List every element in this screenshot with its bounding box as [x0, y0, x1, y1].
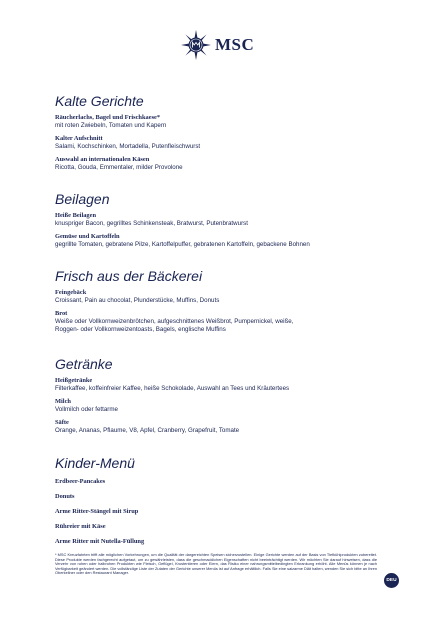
item-description: Salami, Kochschinken, Mortadella, Putenfleischwurst — [55, 143, 201, 150]
item-name: Auswahl an internationalen Käsen — [55, 156, 150, 163]
item-name: Heiße Beilagen — [55, 212, 97, 219]
item-name: Feingebäck — [55, 289, 87, 296]
item-name: Arme Ritter-Stängel mit Sirup — [55, 508, 139, 515]
item-name: Säfte — [55, 419, 69, 426]
menu-item — [55, 493, 144, 501]
menu-item — [55, 478, 144, 486]
section-title: Kinder-Menü — [55, 455, 135, 471]
item-name: Brot — [55, 310, 68, 317]
menu-item — [55, 114, 200, 130]
item-description: Croissant, Pain au chocolat, Plunderstücke, Muffins, Donuts — [55, 297, 220, 304]
menu-item — [55, 398, 289, 414]
menu-item — [55, 289, 293, 305]
item-description: Weiße oder Vollkornweizenbrötchen, aufgeschnittenes Weißbrot, Pumpernickel, weiße, — [55, 318, 294, 325]
menu-item — [55, 377, 289, 393]
section-title: Frisch aus der Bäckerei — [55, 268, 203, 284]
item-description: Ricotta, Gouda, Emmentaler, milder Provolone — [55, 164, 183, 171]
item-name: Kalter Aufschnitt — [55, 135, 103, 142]
item-description: mit roten Zwiebeln, Tomaten und Kapern — [55, 122, 167, 129]
brand-name: MSC — [215, 35, 255, 54]
menu-item — [55, 135, 200, 151]
section-beilagen — [55, 191, 310, 249]
item-description: Orange, Ananas, Pflaume, V8, Apfel, Cranberry, Grapefruit, Tomate — [55, 427, 240, 434]
item-description: knuspriger Bacon, gegrilltes Schinkensteak, Bratwurst, Putenbratwurst — [55, 220, 248, 227]
item-description: Vollmilch oder fettarme — [55, 406, 118, 413]
menu-item — [55, 523, 144, 531]
compass-rose-icon — [181, 30, 211, 60]
brand-logo — [181, 30, 254, 60]
item-name: Arme Ritter mit Nutella-Füllung — [55, 538, 145, 545]
menu-item — [55, 508, 144, 516]
section-kalte-gerichte — [55, 93, 200, 172]
item-description: Roggen- oder Vollkornweizentoasts, Bagels, englische Muffins — [55, 326, 226, 333]
menu-item — [55, 212, 310, 228]
menu-item — [55, 310, 293, 334]
menu-item — [55, 419, 289, 435]
section-kinder-menue — [55, 455, 144, 546]
section-title: Getränke — [55, 356, 113, 372]
item-name: Räucherlachs, Bagel und Frischkaese* — [55, 114, 161, 121]
section-getraenke — [55, 356, 289, 435]
footnote-disclaimer: * MSC Kreuzfahrten trifft alle möglichen Vorkehrungen, um die Qualität der dargereichten Speisen sicherzustellen. Einige Gerichte werden auf der Basis von Tiefkühlprodukten zubereitet. Diese Produkte werden fachgerecht aufgetaut, um zu gewährleisten, dass die geschmacklichen Eigenschaften nicht beeinträchtigt werden. Wir möchten Sie darauf hinweisen, dass die Verzehr von rohen oder halbrohen Produkten wie Fleisch, Geflügel, Krustentieren oder Eiern, das Risiko einer nahrungsmittelbedingten Erkrankung erhöht. Alle Menüs können je nach Verfügbarkeit geändert werden. Die vollständige Liste der Zutaten der Gerichte unserer Menüs ist auf Anfrage erhältlich. Falls Sie eine saizarme Diät halten, wenden Sie sich bitte an Ihren Oberkellner oder den Restaurant Manager. — [55, 552, 377, 576]
item-description: gegrillte Tomaten, gebratene Pilze, Kartoffelpuffer, gebratenen Kartoffeln, gebackene Bohnen — [55, 241, 310, 248]
menu-item — [55, 156, 200, 172]
item-description: Filterkaffee, koffeinfreier Kaffee, heiße Schokolade, Auswahl an Tees und Kräutertees — [55, 385, 290, 392]
section-title: Kalte Gerichte — [55, 93, 144, 109]
item-name: Donuts — [55, 493, 75, 500]
item-name: Gemüse und Kartoffeln — [55, 233, 120, 240]
item-name: Heißgetränke — [55, 377, 93, 384]
section-baeckerei — [55, 268, 293, 334]
menu-item — [55, 538, 144, 546]
item-name: Erdbeer-Pancakes — [55, 478, 106, 485]
item-name: Milch — [55, 398, 71, 405]
item-name: Rühreier mit Käse — [55, 523, 106, 530]
section-title: Beilagen — [55, 191, 110, 207]
menu-item — [55, 233, 310, 249]
language-badge[interactable]: DEU — [384, 573, 399, 588]
